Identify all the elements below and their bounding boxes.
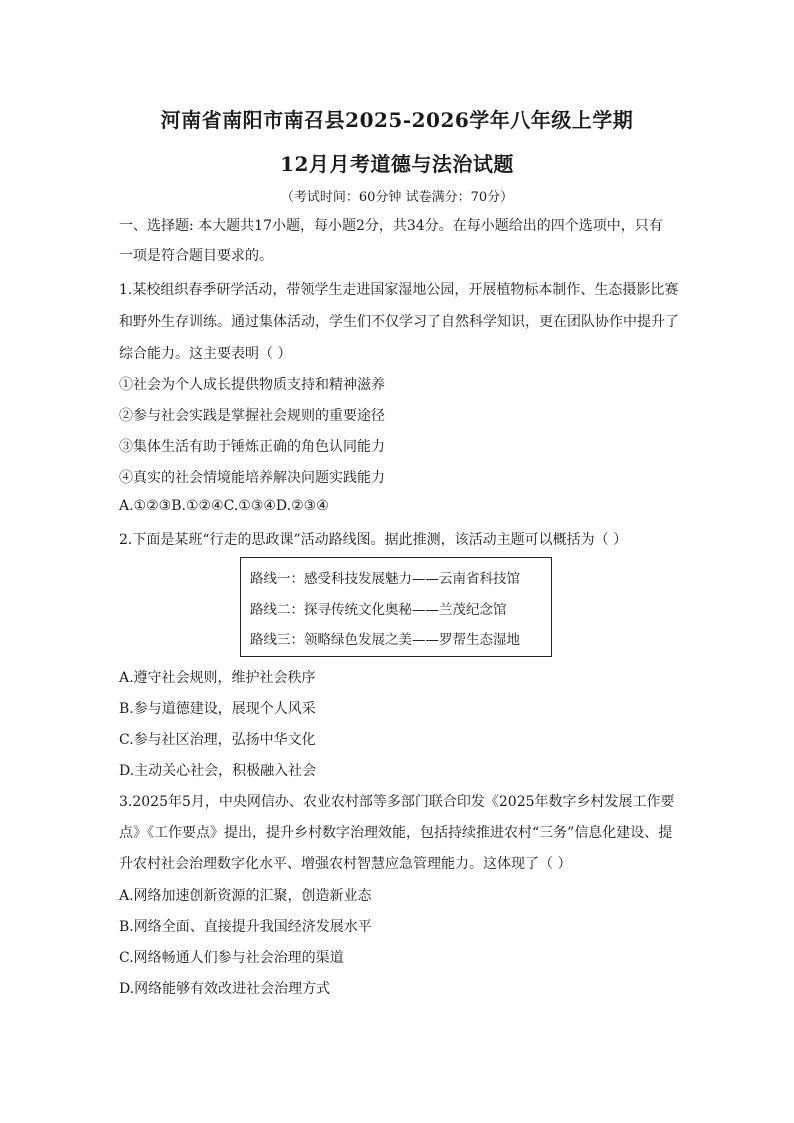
q3-stem: 3.2025年5月，中央网信办、农业农村部等多部门联合印发《2025年数字乡村发展工作要 bbox=[119, 794, 675, 810]
q3-option-c: C.网络畅通人们参与社会治理的渠道 bbox=[119, 950, 344, 966]
exam-info: （考试时间：60分钟 试卷满分：70分） bbox=[280, 190, 514, 205]
section-heading: 一、选择题: 本大题共17小题，每小题2分，共34分。在每小题给出的四个选项中，只有 bbox=[119, 218, 663, 234]
q2-option-c: C.参与社区治理，弘扬中华文化 bbox=[119, 732, 316, 748]
q3-stem-cont: 点》《工作要点》提出，提升乡村数字治理效能，包括持续推进农村“三务”信息化建设、提 bbox=[119, 825, 673, 841]
q1-statement-1: ①社会为个人成长提供物质支持和精神滋养 bbox=[119, 377, 385, 393]
q1-stem-cont: 和野外生存训练。通过集体活动，学生们不仅学习了自然科学知识，更在团队协作中提升了 bbox=[119, 314, 679, 330]
q3-option-d: D.网络能够有效改进社会治理方式 bbox=[119, 981, 331, 997]
q1-statement-2: ②参与社会实践是掌握社会规则的重要途径 bbox=[119, 408, 385, 424]
q1-statement-4: ④真实的社会情境能培养解决问题实践能力 bbox=[119, 470, 385, 486]
q1-stem: 1.某校组织春季研学活动，带领学生走进国家湿地公园，开展植物标本制作、生态摄影比赛 bbox=[119, 282, 679, 298]
q1-statement-3: ③集体生活有助于锤炼正确的角色认同能力 bbox=[119, 439, 385, 455]
route-map-box bbox=[240, 557, 552, 657]
q2-option-a: A.遵守社会规则，维护社会秩序 bbox=[119, 670, 316, 686]
route-2: 路线二：探寻传统文化奥秘——兰茂纪念馆 bbox=[250, 602, 507, 618]
q3-stem-cont: 升农村社会治理数字化水平、增强农村智慧应急管理能力。这体现了（ ） bbox=[119, 856, 572, 872]
q1-options: A.①②③B.①②④C.①③④D.②③④ bbox=[119, 498, 329, 514]
q2-option-b: B.参与道德建设，展现个人风采 bbox=[119, 701, 316, 717]
q2-option-d: D.主动关心社会，积极融入社会 bbox=[119, 763, 317, 779]
route-3: 路线三：领略绿色发展之美——罗帮生态湿地 bbox=[250, 632, 520, 648]
route-1: 路线一：感受科技发展魅力——云南省科技馆 bbox=[250, 571, 520, 587]
q3-option-a: A.网络加速创新资源的汇聚，创造新业态 bbox=[119, 888, 372, 904]
document-title-line1: 河南省南阳市南召县2025-2026学年八年级上学期 bbox=[160, 108, 634, 132]
q1-stem-cont: 综合能力。这主要表明（ ） bbox=[119, 346, 292, 362]
document-title-line2: 12月月考道德与法治试题 bbox=[280, 152, 514, 176]
q2-stem: 2.下面是某班“行走的思政课”活动路线图。据此推测，该活动主题可以概括为（ ） bbox=[119, 532, 628, 548]
q3-option-b: B.网络全面、直接提升我国经济发展水平 bbox=[119, 919, 372, 935]
section-heading-cont: 一项是符合题目要求的。 bbox=[119, 248, 273, 264]
